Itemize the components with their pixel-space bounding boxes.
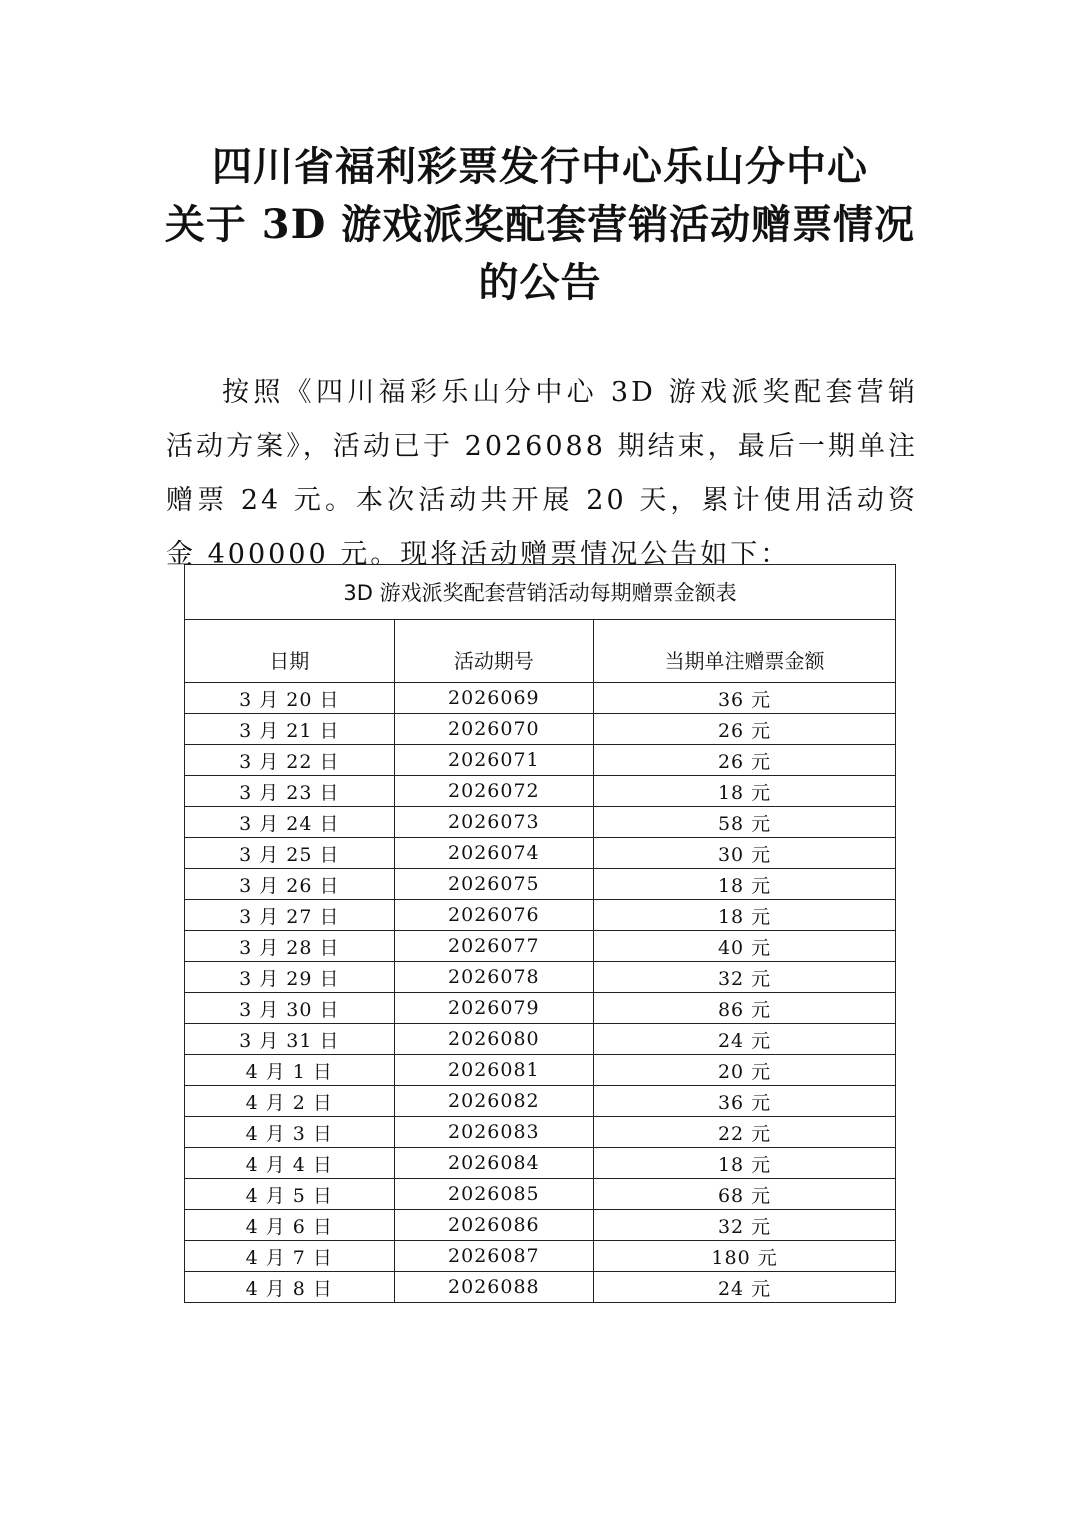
cell-amount: 36 元: [594, 683, 896, 714]
cell-issue: 2026088: [394, 1272, 594, 1303]
cell-amount: 18 元: [594, 776, 896, 807]
cell-issue: 2026085: [394, 1179, 594, 1210]
cell-amount: 180 元: [594, 1241, 896, 1272]
table-row: [185, 1148, 896, 1179]
cell-date: 4 月 5 日: [185, 1179, 395, 1210]
cell-date: 3 月 25 日: [185, 838, 395, 869]
cell-issue: 2026076: [394, 900, 594, 931]
cell-amount: 20 元: [594, 1055, 896, 1086]
notice-body: [166, 366, 918, 582]
cell-date: 3 月 20 日: [185, 683, 395, 714]
cell-amount: 18 元: [594, 1148, 896, 1179]
cell-issue: 2026081: [394, 1055, 594, 1086]
cell-issue: 2026075: [394, 869, 594, 900]
cell-issue: 2026087: [394, 1241, 594, 1272]
cell-amount: 32 元: [594, 1210, 896, 1241]
cell-date: 3 月 29 日: [185, 962, 395, 993]
cell-amount: 26 元: [594, 745, 896, 776]
cell-amount: 24 元: [594, 1272, 896, 1303]
cell-issue: 2026074: [394, 838, 594, 869]
cell-amount: 68 元: [594, 1179, 896, 1210]
body-paragraph: 按照《四川福彩乐山分中心 3D 游戏派奖配套营销活动方案》，活动已于 2026088 期结束，最后一期单注赠票 24 元。本次活动共开展 20 天，累计使用活动资金 400000 元。现将活动赠票情况公告如下：: [166, 377, 918, 570]
table-row: [185, 714, 896, 745]
table-row: [185, 1086, 896, 1117]
title-line-2: 关于 3D 游戏派奖配套营销活动赠票情况: [164, 201, 916, 248]
cell-issue: 2026084: [394, 1148, 594, 1179]
table-row: [185, 1210, 896, 1241]
header-date: 日期: [185, 620, 395, 683]
table-row: [185, 683, 896, 714]
cell-issue: 2026072: [394, 776, 594, 807]
cell-amount: 24 元: [594, 1024, 896, 1055]
cell-amount: 30 元: [594, 838, 896, 869]
cell-issue: 2026086: [394, 1210, 594, 1241]
cell-issue: 2026083: [394, 1117, 594, 1148]
cell-amount: 40 元: [594, 931, 896, 962]
cell-amount: 36 元: [594, 1086, 896, 1117]
cell-issue: 2026069: [394, 683, 594, 714]
cell-amount: 22 元: [594, 1117, 896, 1148]
cell-issue: 2026071: [394, 745, 594, 776]
cell-issue: 2026080: [394, 1024, 594, 1055]
table-row: [185, 1117, 896, 1148]
header-issue: 活动期号: [394, 620, 594, 683]
cell-date: 3 月 31 日: [185, 1024, 395, 1055]
cell-date: 3 月 22 日: [185, 745, 395, 776]
cell-date: 4 月 8 日: [185, 1272, 395, 1303]
table-row: [185, 776, 896, 807]
table-header-row: [185, 620, 896, 683]
cell-date: 3 月 30 日: [185, 993, 395, 1024]
cell-issue: 2026073: [394, 807, 594, 838]
cell-date: 3 月 28 日: [185, 931, 395, 962]
table-row: [185, 900, 896, 931]
bonus-amount-table: [184, 564, 896, 1303]
table-row: [185, 838, 896, 869]
cell-date: 3 月 21 日: [185, 714, 395, 745]
title-line-1: 四川省福利彩票发行中心乐山分中心: [212, 143, 868, 190]
header-amount: 当期单注赠票金额: [594, 620, 896, 683]
cell-date: 3 月 27 日: [185, 900, 395, 931]
table-row: [185, 869, 896, 900]
cell-date: 4 月 2 日: [185, 1086, 395, 1117]
table-row: [185, 931, 896, 962]
cell-amount: 58 元: [594, 807, 896, 838]
table-row: [185, 993, 896, 1024]
table-row: [185, 1241, 896, 1272]
cell-amount: 86 元: [594, 993, 896, 1024]
table-row: [185, 1055, 896, 1086]
cell-amount: 32 元: [594, 962, 896, 993]
cell-issue: 2026077: [394, 931, 594, 962]
cell-date: 3 月 24 日: [185, 807, 395, 838]
table-row: [185, 1179, 896, 1210]
cell-issue: 2026079: [394, 993, 594, 1024]
table-row: [185, 1272, 896, 1303]
title-line-3: 的公告: [478, 259, 602, 306]
cell-issue: 2026078: [394, 962, 594, 993]
table-row: [185, 807, 896, 838]
table-row: [185, 745, 896, 776]
table-row: [185, 1024, 896, 1055]
cell-date: 3 月 26 日: [185, 869, 395, 900]
notice-title: [0, 138, 1080, 312]
table-caption-row: [185, 565, 896, 620]
cell-date: 4 月 3 日: [185, 1117, 395, 1148]
cell-issue: 2026082: [394, 1086, 594, 1117]
table-row: [185, 962, 896, 993]
cell-amount: 18 元: [594, 900, 896, 931]
cell-date: 4 月 1 日: [185, 1055, 395, 1086]
cell-date: 4 月 6 日: [185, 1210, 395, 1241]
cell-date: 4 月 4 日: [185, 1148, 395, 1179]
cell-issue: 2026070: [394, 714, 594, 745]
cell-amount: 18 元: [594, 869, 896, 900]
cell-date: 3 月 23 日: [185, 776, 395, 807]
cell-amount: 26 元: [594, 714, 896, 745]
table-body: [185, 683, 896, 1303]
cell-date: 4 月 7 日: [185, 1241, 395, 1272]
table-caption: 3D 游戏派奖配套营销活动每期赠票金额表: [185, 565, 896, 620]
